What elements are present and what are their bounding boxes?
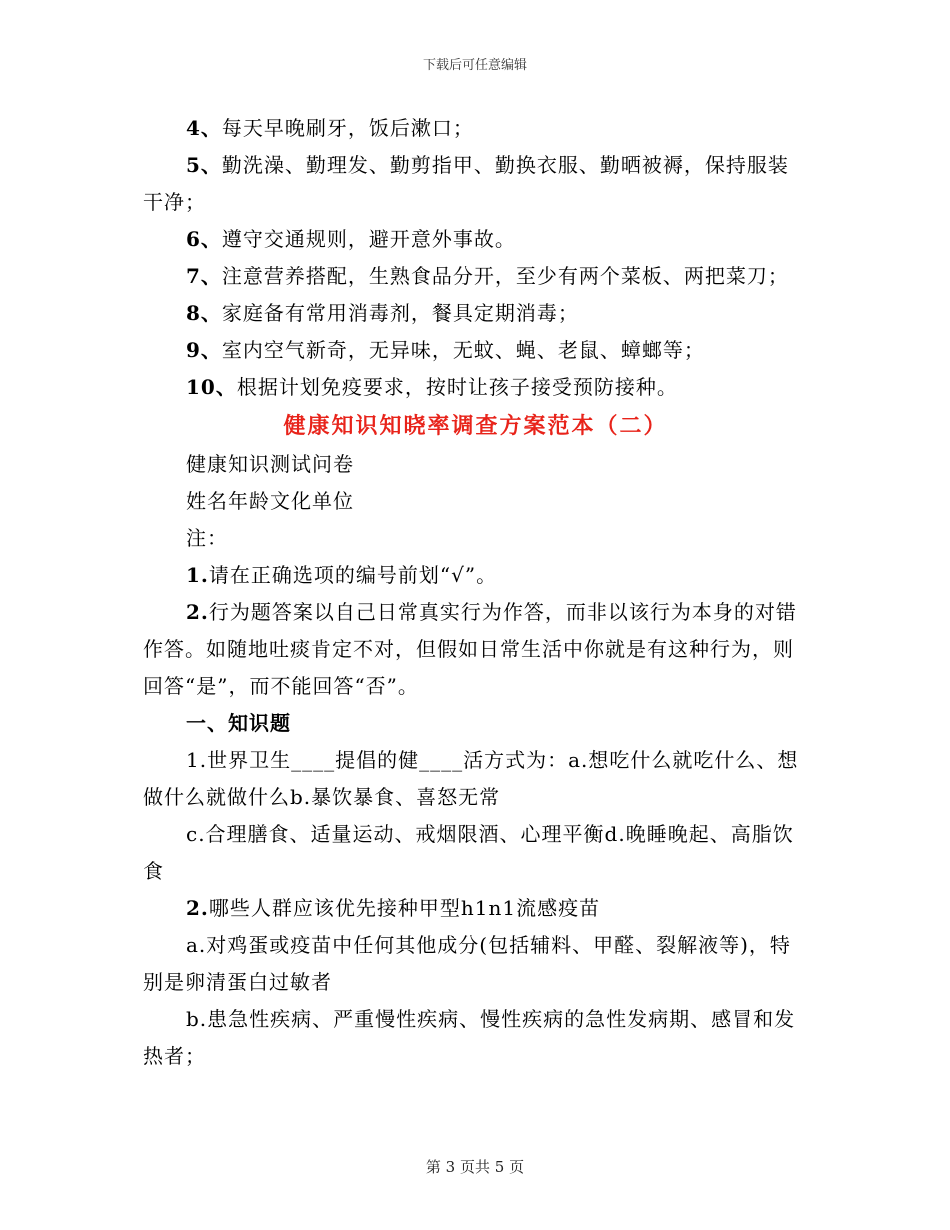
page-header: 下载后可任意编辑 <box>422 58 527 73</box>
list-item: 9、室内空气新奇，无异味，无蚊、蝇、老鼠、蟑螂等； <box>186 338 705 362</box>
note-label: 注： <box>186 526 228 550</box>
list-item: 6、遵守交通规则，避开意外事故。 <box>186 227 516 251</box>
list-item: 7、注意营养搭配，生熟食品分开，至少有两个菜板、两把菜刀； <box>186 264 789 288</box>
list-item: 10、根据计划免疫要求，按时让孩子接受预防接种。 <box>186 375 678 399</box>
section-title: 健康知识知晓率调查方案范本（二） <box>283 413 668 439</box>
question-options: c.合理膳食、适量运动、戒烟限酒、心理平衡d.晚睡晚起、高脂饮食 <box>143 822 794 883</box>
list-item: 4、每天早晚刷牙，饭后漱口； <box>186 116 474 140</box>
question: 1.世界卫生____提倡的健____活方式为：a.想吃什么就吃什么、想做什么就做什么b.暴饮暴食、喜怒无常 <box>143 748 799 809</box>
list-item: 5、勤洗澡、勤理发、勤剪指甲、勤换衣服、勤晒被褥，保持服装干净； <box>143 153 789 214</box>
page-footer: 第 3 页共 5 页 <box>425 1158 525 1176</box>
document-body <box>143 110 808 1075</box>
part-title: 一、知识题 <box>186 711 291 735</box>
note-item: 2.行为题答案以自己日常真实行为作答，而非以该行为本身的对错作答。如随地吐痰肯定不对，但假如日常生活中你就是有这种行为，则回答“是”，而不能回答“否”。 <box>143 600 797 698</box>
question: 2.哪些人群应该优先接种甲型h1n1流感疫苗 <box>186 896 601 920</box>
list-item: 8、家庭备有常用消毒剂，餐具定期消毒； <box>186 301 579 325</box>
question-option: b.患急性疾病、严重慢性疾病、慢性疾病的急性发病期、感冒和发热者； <box>143 1007 796 1068</box>
survey-fields: 姓名年龄文化单位 <box>186 489 354 513</box>
survey-title: 健康知识测试问卷 <box>186 452 354 476</box>
note-item: 1.请在正确选项的编号前划“√”。 <box>186 563 498 587</box>
question-option: a.对鸡蛋或疫苗中任何其他成分(包括辅料、甲醛、裂解液等)，特别是卵清蛋白过敏者 <box>143 933 791 994</box>
